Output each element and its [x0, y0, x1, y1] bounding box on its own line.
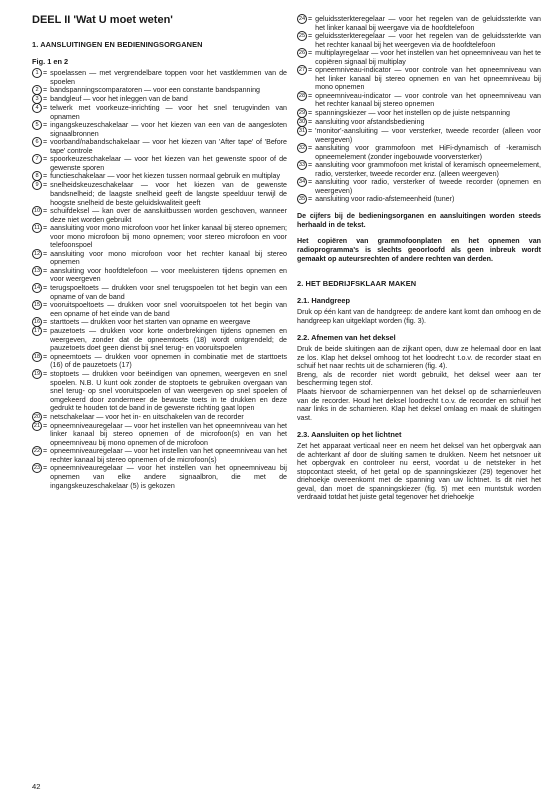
item-text: opneemniveauregelaar — voor het instellen van het opneemniveau bij opnemen van elke andere signaalbron, die met de ingangskeuzeschakelaar (5) is gekozen	[50, 464, 287, 490]
item-number: 5	[32, 120, 42, 130]
item-number: 27	[298, 67, 306, 74]
item-text: 'monitor'-aansluiting — voor versterker, tweede recorder (alleen voor weergeven)	[315, 127, 541, 144]
control-item: 16 = starttoets — drukken voor het starten van opname en weergave	[32, 318, 287, 327]
control-item: 29 = spanningskiezer — voor het instellen op de juiste netspanning	[297, 109, 541, 118]
item-number: 14	[33, 285, 41, 292]
control-item: 20 = netschakelaar — voor het in- en uitschakelen van de recorder	[32, 413, 287, 422]
control-item: 15 = vooruitspoeltoets — drukken voor snel vooruitspoelen tot het begin van een opname of het einde van de band	[33, 301, 287, 318]
subsection-title-lid: 2.2. Afnemen van het deksel	[297, 333, 396, 343]
item-number: 3	[32, 94, 42, 104]
control-item: 11 = aansluiting voor mono microfoon voor het linker kanaal bij stereo opnemen; voor mono microfoon bij mono opnemen; voor stereo microfoon en voor telefoonspoel	[32, 224, 287, 250]
item-text: bandgleuf — voor het inleggen van de band	[50, 95, 188, 104]
item-number: 20	[33, 413, 41, 420]
item-text: starttoets — drukken voor het starten van opname en weergave	[50, 318, 251, 327]
note-numbers: De cijfers bij de bedieningsorganen en aansluitingen worden steeds herhaald in de tekst.	[297, 212, 541, 229]
control-item: 12 = aansluiting voor mono microfoon voor het rechter kanaal bij stereo opnemen	[33, 249, 287, 267]
item-number: 6	[32, 137, 42, 147]
item-number: 23	[33, 465, 41, 472]
section-title-connections: 1. AANSLUITINGEN EN BEDIENINGSORGANEN	[32, 40, 203, 49]
item-number: 19	[33, 370, 41, 377]
item-number: 16	[33, 319, 41, 326]
right-column	[297, 15, 541, 502]
item-number: 1	[32, 68, 42, 78]
item-text: spoorkeuzeschakelaar — voor het kiezen van het gewenste spoor of de gewenste sporen	[50, 155, 287, 172]
control-item: 7 = spoorkeuzeschakelaar — voor het kiezen van het gewenste spoor of de gewenste sporen	[32, 155, 287, 172]
control-item: 8 = functieschakelaar — voor het kiezen tussen normaal gebruik en multiplay	[32, 172, 287, 181]
control-item: 9 = snelheidskeuzeschakelaar — voor het kiezen van de gewenste bandsnelheid; de laagste snelheid geeft de langste speelduur terwijl de hoogste snelheid de beste geluidskwaliteit geeft	[32, 181, 287, 207]
lid-text-1: Druk de beide sluitingen aan de zijkant open, duw ze helemaal door en laat ze los. Klap het deksel omhoog tot het loodrecht t.o.v. de recorder staat en schuif het naar rechts uit de scharnieren (fig. 4).	[297, 345, 541, 371]
item-number: 17	[33, 328, 41, 335]
control-item: 6 = voorband/nabandschakelaar — voor het kiezen van 'After tape' of 'Before tape' controle	[32, 138, 287, 155]
item-number: 26	[298, 50, 306, 57]
control-item: 31 = 'monitor'-aansluiting — voor versterker, tweede recorder (alleen voor weergeven)	[298, 127, 541, 144]
control-item: 1 = spoelassen — met vergrendelbare toppen voor het vastklemmen van de spoelen	[32, 69, 287, 86]
item-number: 18	[33, 353, 41, 360]
control-item: 33 = aansluiting voor grammofoon met kristal of keramisch opneemelement, radio, versterker, tweede recorder enz. (alleen weergeven)	[298, 161, 541, 178]
control-item: 19 = stoptoets — drukken voor beëindigen van opnemen, weergeven en snel spoelen. N.B. U kunt ook zonder de stoptoets te gebruiken overgaan van snel terug- op snel vooruitspoelen of van weergeven op snel spoelen of omgekeerd door zondermeer de bewuste toets in te drukken en deze gedrukt te houden tot de band in de gewenste richting gaat lopen	[33, 369, 287, 413]
item-text: schuifdeksel — kan over de aansluitbussen worden geschoven, wanneer deze niet worden gebruikt	[50, 207, 287, 224]
item-text: opneemniveauregelaar — voor het instellen van het opneemniveau van het rechter kanaal bij stereo opnemen of de microfoon(s)	[50, 447, 287, 464]
item-text: voorband/nabandschakelaar — voor het kiezen van 'After tape' of 'Before tape' controle	[50, 138, 287, 155]
note-copyright: Het copiëren van grammofoonplaten en het opnemen van radioprogramma's is slechts geoorloofd als geen inbreuk wordt gemaakt op auteursrechten of andere rechten van derden.	[297, 237, 541, 263]
item-number: 21	[33, 422, 41, 429]
item-text: aansluiting voor grammofoon met HiFi-dynamisch of -keramisch opneemelement (zonder ingebouwde voorversterker)	[315, 144, 541, 161]
item-number: 28	[298, 92, 306, 99]
item-text: opneemniveauregelaar — voor het instellen van het opneemniveau van het linker kanaal bij stereo opnemen of de microfoon(s) en van het opneemniveau bij mono opnemen of de microfoon	[50, 421, 287, 447]
control-item: 5 = ingangskeuzeschakelaar — voor het kiezen van een van de aangesloten signaalbronnen	[32, 121, 287, 138]
item-number: 8	[32, 171, 42, 181]
item-number: 11	[32, 223, 42, 233]
page-number: 42	[32, 782, 41, 791]
control-item: 28 = opneemniveau-indicator — voor controle van het opneemniveau van het rechter kanaal bij stereo opnemen	[298, 91, 541, 109]
figure-label: Fig. 1 en 2	[32, 57, 69, 66]
item-number: 4	[32, 103, 42, 113]
item-number: 9	[32, 180, 42, 190]
controls-list-part2	[297, 15, 541, 204]
control-item: 14 = terugspoeltoets — drukken voor snel terugspoelen tot het begin van een opname of van de band	[33, 284, 287, 301]
lid-text-3: Plaats hiervoor de scharnierpennen van het deksel op de scharnierleuven van de recorder. Houd het deksel loodrecht t.o.v. de recorder en schuif het naar links in de scharnieren. Klap het deksel omlaag en maak de sluitingen vast.	[297, 387, 541, 422]
control-item: 4 = telwerk met voorkeuze-inrichting — voor het snel terugvinden van opnamen	[32, 104, 287, 121]
section-title-operation: 2. HET BEDRIJFSKLAAR MAKEN	[297, 279, 417, 289]
mains-text: Zet het apparaat verticaal neer en neem het deksel van het opbergvak aan de achterkant af door de sluiting samen te drukken. Neem het netsnoer uit het opbergvak en controleer nu eerst, voordat u de netsteker in het stopcontact steekt, of het getal op de spanningskiezer (29) tegenover het driehoekje overeenkomt met de spanning van uw lichtnet. Is dit niet het geval, dan moet de spanningskiezer (fig. 5) met een muntstuk worden verdraaid totdat het juiste getal tegenover het driehoekje	[297, 442, 541, 502]
item-number: 31	[298, 128, 306, 135]
item-text: functieschakelaar — voor het kiezen tussen normaal gebruik en multiplay	[50, 172, 281, 181]
item-number: 12	[33, 250, 41, 257]
item-text: aansluiting voor mono microfoon voor het rechter kanaal bij stereo opnemen	[50, 249, 287, 267]
control-item: 10 = schuifdeksel — kan over de aansluitbussen worden geschoven, wanneer deze niet worden gebruikt	[33, 207, 287, 224]
control-item: 32 = aansluiting voor grammofoon met HiFi-dynamisch of -keramisch opneemelement (zonder ingebouwde voorversterker)	[298, 144, 541, 161]
control-item: 18 = opneemtoets — drukken voor opnemen in combinatie met de starttoets (16) of de pauzetoets (17)	[33, 352, 287, 370]
item-text: geluidssterkteregelaar — voor het regelen van de geluidssterkte van het linker kanaal bij weergave via de hoofdtelefoon	[315, 15, 541, 32]
item-number: 35	[298, 196, 306, 203]
handle-text: Druk op één kant van de handgreep: de andere kant komt dan omhoog en de handgreep kan uitgeklapt worden (fig. 3).	[297, 308, 541, 325]
item-text: aansluiting voor afstandsbediening	[315, 118, 425, 127]
control-item: 22 = opneemniveauregelaar — voor het instellen van het opneemniveau van het rechter kanaal bij stereo opnemen of de microfoon(s)	[33, 447, 287, 464]
control-item: 26 = multiplayregelaar — voor het instellen van het opneemniveau van het te copiëren signaal bij multiplay	[298, 49, 541, 66]
item-text: pauzetoets — drukken voor korte onderbrekingen tijdens opnemen en weergeven, zonder dat de opneemtoets (18) wordt ontgrendeld; de pauzetoets doet geen dienst bij snel terug- en vooruitspoelen	[50, 327, 287, 353]
item-number: 22	[33, 448, 41, 455]
item-number: 25	[298, 33, 306, 40]
item-number: 30	[298, 119, 306, 126]
control-item: 30 = aansluiting voor afstandsbediening	[297, 118, 541, 127]
control-item: 3 = bandgleuf — voor het inleggen van de band	[32, 95, 287, 104]
page-title: DEEL II 'Wat U moet weten'	[32, 14, 173, 26]
item-text: bandspanningscomparatoren — voor een constante bandspanning	[50, 86, 260, 95]
item-number: 13	[33, 267, 41, 274]
item-text: aansluiting voor hoofdtelefoon — voor meeluisteren tijdens opnemen en voor weergeven	[50, 266, 287, 284]
control-item: 2 = bandspanningscomparatoren — voor een constante bandspanning	[32, 86, 287, 95]
item-text: spoelassen — met vergrendelbare toppen voor het vastklemmen van de spoelen	[50, 69, 287, 86]
item-number: 10	[33, 208, 41, 215]
item-text: aansluiting voor radio, versterker of tweede recorder (opnemen en weergeven)	[315, 178, 541, 195]
control-item: 17 = pauzetoets — drukken voor korte onderbrekingen tijdens opnemen en weergeven, zonder dat de opneemtoets (18) wordt ontgrendeld; de pauzetoets doet geen dienst bij snel terug- en vooruitspoelen	[33, 327, 287, 353]
item-text: aansluiting voor mono microfoon voor het linker kanaal bij stereo opnemen; voor mono microfoon bij mono opnemen; voor stereo microfoon en voor telefoonspoel	[50, 224, 287, 250]
item-number: 34	[298, 179, 306, 186]
control-item: 24 = geluidssterkteregelaar — voor het regelen van de geluidssterkte van het linker kanaal bij weergave via de hoofdtelefoon	[298, 15, 541, 32]
control-item: 34 = aansluiting voor radio, versterker of tweede recorder (opnemen en weergeven)	[298, 178, 541, 195]
item-text: telwerk met voorkeuze-inrichting — voor het snel terugvinden van opnamen	[50, 104, 287, 121]
item-number: 32	[298, 145, 306, 152]
item-number: 2	[32, 85, 42, 95]
item-number: 29	[298, 110, 306, 117]
item-number: 15	[33, 302, 41, 309]
item-text: geluidssterkteregelaar — voor het regelen van de geluidssterkte van het rechter kanaal bij het weergeven via de hoofdtelefoon	[315, 32, 541, 49]
item-number: 24	[298, 16, 306, 22]
item-number: 7	[32, 154, 42, 164]
left-column	[32, 14, 287, 490]
item-text: ingangskeuzeschakelaar — voor het kiezen van een van de aangesloten signaalbronnen	[50, 121, 287, 138]
control-item: 25 = geluidssterkteregelaar — voor het regelen van de geluidssterkte van het rechter kanaal bij het weergeven via de hoofdtelefoon	[298, 32, 541, 49]
item-number: 33	[298, 162, 306, 169]
item-text: opneemtoets — drukken voor opnemen in combinatie met de starttoets (16) of de pauzetoets (17)	[50, 352, 287, 370]
subsection-title-mains: 2.3. Aansluiten op het lichtnet	[297, 430, 402, 440]
item-text: vooruitspoeltoets — drukken voor snel vooruitspoelen tot het begin van een opname of het einde van de band	[50, 301, 287, 318]
item-text: aansluiting voor grammofoon met kristal of keramisch opneemelement, radio, versterker, tweede recorder enz. (alleen weergeven)	[315, 161, 541, 178]
control-item: 27 = opneemniveau-indicator — voor controle van het opneemniveau van het linker kanaal bij stereo opnemen en van het opneemniveau bij mono opnemen	[298, 66, 541, 92]
control-item: 21 = opneemniveauregelaar — voor het instellen van het opneemniveau van het linker kanaal bij stereo opnemen of de microfoon(s) en van het opneemniveau bij mono opnemen of de microfoon	[33, 421, 287, 447]
lid-text-2: Breng, als de recorder niet wordt gebruikt, het deksel weer aan ter bescherming tegen stof.	[297, 370, 541, 388]
item-text: opneemniveau-indicator — voor controle van het opneemniveau van het linker kanaal bij stereo opnemen en van het opneemniveau bij mono opnemen	[315, 66, 541, 92]
item-text: netschakelaar — voor het in- en uitschakelen van de recorder	[50, 412, 244, 421]
item-text: aansluiting voor radio-afstemeenheid (tuner)	[315, 195, 455, 204]
controls-list-part1	[32, 69, 287, 490]
control-item: 23 = opneemniveauregelaar — voor het instellen van het opneemniveau bij opnemen van elke andere signaalbron, die met de ingangskeuzeschakelaar (5) is gekozen	[33, 464, 287, 490]
item-text: terugspoeltoets — drukken voor snel terugspoelen tot het begin van een opname of van de band	[50, 284, 287, 301]
subsection-title-handle: 2.1. Handgreep	[297, 296, 350, 306]
item-text: spanningskiezer — voor het instellen op de juiste netspanning	[315, 109, 510, 118]
item-text: snelheidskeuzeschakelaar — voor het kiezen van de gewenste bandsnelheid; de laagste snelheid geeft de langste speelduur terwijl de hoogste snelheid de beste geluidskwaliteit geeft	[50, 181, 287, 207]
item-text: multiplayregelaar — voor het instellen van het opneemniveau van het te copiëren signaal bij multiplay	[315, 49, 541, 66]
control-item: 13 = aansluiting voor hoofdtelefoon — voor meeluisteren tijdens opnemen en voor weergeven	[33, 266, 287, 284]
item-text: stoptoets — drukken voor beëindigen van opnemen, weergeven en snel spoelen. N.B. U kunt ook zonder de stoptoets te gebruiken overgaan van snel terug- op snel vooruitspoelen of van weergeven op snel spoelen of omgekeerd door zondermeer de bewuste toets in te drukken en deze gedrukt te houden tot de band in de gewenste richting gaat lopen	[50, 369, 287, 413]
control-item: 35 = aansluiting voor radio-afstemeenheid (tuner)	[297, 195, 541, 204]
item-text: opneemniveau-indicator — voor controle van het opneemniveau van het rechter kanaal bij stereo opnemen	[315, 91, 541, 109]
